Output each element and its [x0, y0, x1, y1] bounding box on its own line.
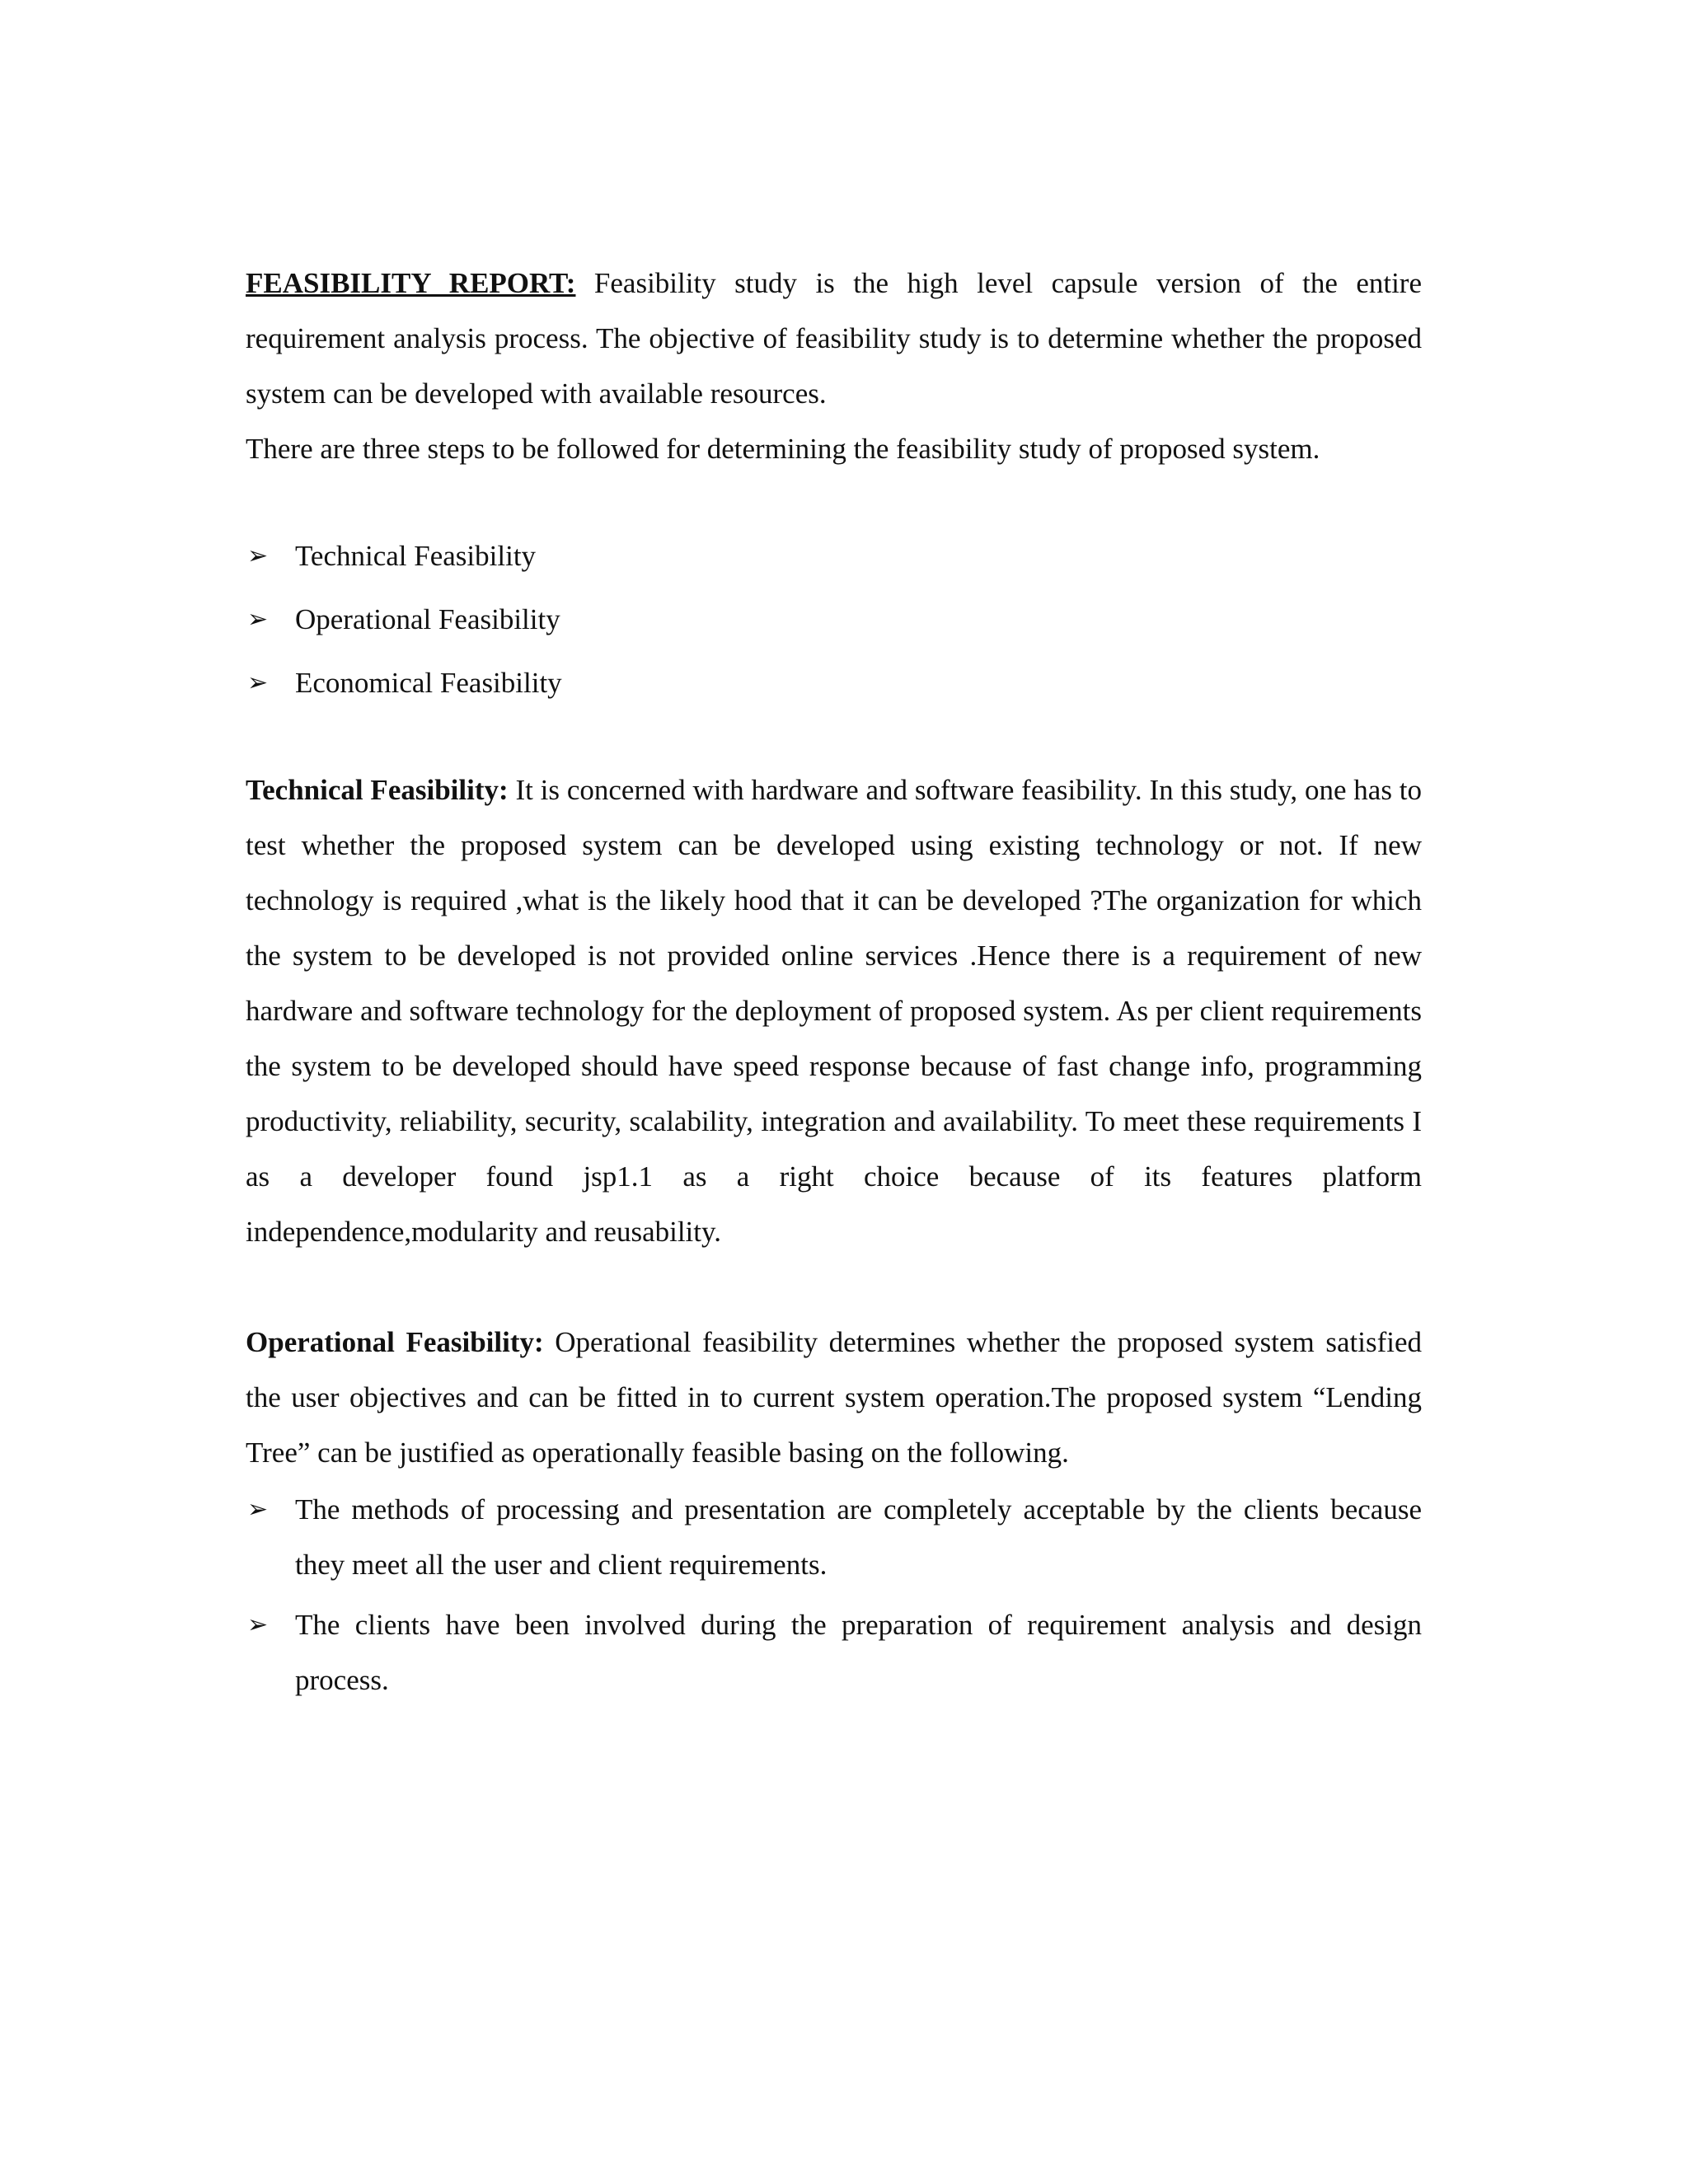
operational-feasibility-body: Operational feasibility determines whether the proposed system satisfied the user objectives and can be fitted in to current system operation.The proposed system “Lending Tree” can be justified as operationally feasible basing on the following.: [246, 1326, 1422, 1469]
list-item: [246, 588, 1422, 651]
steps-intro-paragraph: There are three steps to be followed for determining the feasibility study of proposed system.: [246, 433, 1320, 465]
arrow-bullet-icon: ➢: [247, 1610, 269, 1639]
operational-feasibility-heading: Operational Feasibility:: [246, 1326, 544, 1358]
list-item: [246, 1597, 1422, 1708]
list-item: [246, 524, 1422, 588]
technical-feasibility-heading: Technical Feasibility:: [246, 774, 509, 806]
arrow-bullet-icon: ➢: [247, 668, 269, 697]
step-label: Operational Feasibility: [295, 603, 560, 635]
list-item: [246, 1482, 1422, 1592]
feasibility-report-intro: Feasibility study is the high level capsule version of the entire requirement analysis process. The objective of feasibility study is to determine whether the proposed system can be developed with available resources.: [246, 267, 1422, 410]
operational-point: The clients have been involved during the preparation of requirement analysis and design process.: [295, 1609, 1422, 1696]
technical-feasibility-paragraph: [246, 762, 1422, 1259]
technical-feasibility-body: It is concerned with hardware and software feasibility. In this study, one has to test whether the proposed system can be developed using existing technology or not. If new technology is required ,what is the likely hood that it can be developed ?The organization for which the system to be developed is not provided online services .Hence there is a requirement of new hardware and software technology for the deployment of proposed system. As per client requirements the system to be developed should have speed response because of fast change info, programming productivity, reliability, security, scalability, integration and availability. To meet these requirements I as a developer found jsp1.1 as a right choice because of its features platform independence,modularity and reusability.: [246, 774, 1423, 1248]
step-label: Economical Feasibility: [295, 667, 562, 699]
step-label: Technical Feasibility: [295, 540, 537, 572]
arrow-bullet-icon: ➢: [247, 541, 269, 570]
steps-list: [246, 524, 1422, 715]
list-item: [246, 651, 1422, 715]
operational-feasibility-paragraph: [246, 1315, 1422, 1480]
arrow-bullet-icon: ➢: [247, 1495, 269, 1524]
operational-point: The methods of processing and presentation are completely acceptable by the clients because they meet all the user and client requirements.: [295, 1493, 1422, 1581]
operational-points-list: [246, 1482, 1422, 1708]
arrow-bullet-icon: ➢: [247, 605, 269, 634]
feasibility-report-heading: FEASIBILITY REPORT:: [246, 267, 576, 299]
feasibility-report-paragraph: [246, 255, 1422, 421]
document-page: [246, 255, 1422, 1713]
